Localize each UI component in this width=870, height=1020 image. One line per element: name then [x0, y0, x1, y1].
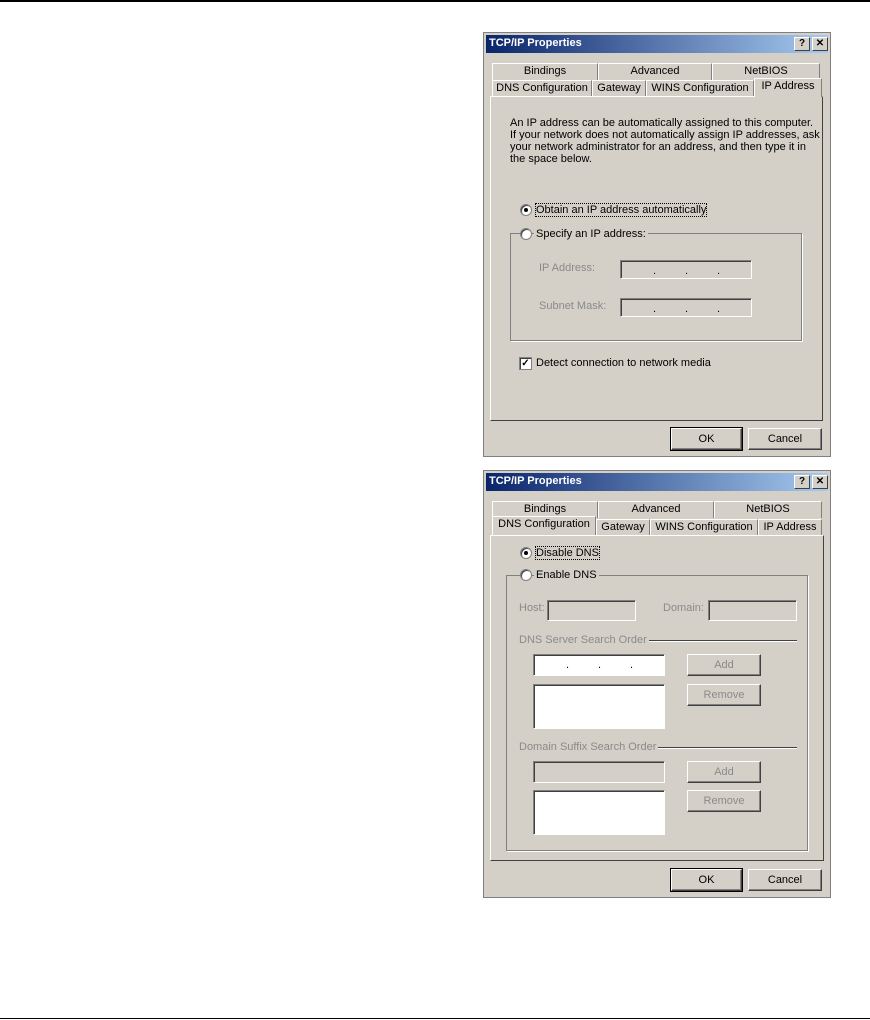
cancel-button[interactable]: Cancel — [748, 428, 822, 450]
specify-ip-group — [510, 233, 802, 341]
host-label: Host: — [519, 602, 545, 614]
ip-address-panel — [490, 96, 823, 421]
domain-suffix-remove-button[interactable]: Remove — [687, 790, 761, 812]
tab-advanced[interactable]: Advanced — [598, 501, 714, 518]
close-button[interactable]: ✕ — [812, 37, 828, 51]
help-button[interactable]: ? — [794, 475, 810, 489]
dns-server-field[interactable]: . . . — [533, 654, 665, 676]
enable-dns-radio[interactable] — [520, 569, 532, 581]
page-bottom-rule — [0, 1018, 870, 1019]
detect-connection-checkbox[interactable]: ✓ — [519, 357, 532, 370]
dns-server-order-label: DNS Server Search Order — [519, 634, 647, 646]
tab-wins-configuration[interactable]: WINS Configuration — [646, 80, 754, 97]
cancel-button[interactable]: Cancel — [748, 869, 822, 891]
tab-advanced[interactable]: Advanced — [598, 63, 712, 80]
close-button[interactable]: ✕ — [812, 475, 828, 489]
dns-server-remove-button[interactable]: Remove — [687, 684, 761, 706]
tab-netbios[interactable]: NetBIOS — [714, 501, 822, 518]
description-line-4: the space below. — [510, 153, 592, 165]
obtain-ip-label[interactable]: Obtain an IP address automatically — [536, 204, 707, 216]
tab-dns-configuration[interactable]: DNS Configuration — [492, 80, 592, 97]
tab-ip-address[interactable]: IP Address — [754, 78, 822, 97]
subnet-mask-label: Subnet Mask: — [539, 300, 607, 312]
disable-dns-radio[interactable] — [520, 547, 532, 559]
ok-button[interactable]: OK — [671, 428, 742, 450]
tab-gateway[interactable]: Gateway — [592, 80, 646, 97]
domain-suffix-field[interactable] — [533, 761, 665, 783]
tab-netbios[interactable]: NetBIOS — [712, 63, 820, 80]
tab-ip-address[interactable]: IP Address — [758, 519, 822, 536]
dns-configuration-panel — [490, 535, 824, 861]
tab-dns-configuration[interactable]: DNS Configuration — [492, 516, 596, 535]
domain-suffix-add-button[interactable]: Add — [687, 761, 761, 783]
obtain-ip-radio[interactable] — [520, 204, 532, 216]
tcpip-properties-dialog-dns — [483, 470, 831, 898]
domain-label: Domain: — [663, 602, 704, 614]
specify-ip-label[interactable]: Specify an IP address: — [536, 228, 646, 240]
description-line-2: If your network does not automatically assign IP addresses, ask — [510, 129, 820, 141]
page-top-rule — [0, 0, 870, 2]
tcpip-properties-dialog-ip — [483, 32, 831, 457]
description-line-1: An IP address can be automatically assigned to this computer. — [510, 117, 814, 129]
tab-bindings[interactable]: Bindings — [492, 63, 598, 80]
tab-bindings[interactable]: Bindings — [492, 501, 598, 518]
dns-server-add-button[interactable]: Add — [687, 654, 761, 676]
tab-gateway[interactable]: Gateway — [596, 519, 650, 536]
title-bar[interactable] — [486, 473, 828, 491]
detect-connection-label[interactable]: Detect connection to network media — [536, 357, 711, 369]
dialog-title: TCP/IP Properties — [489, 37, 582, 49]
domain-field[interactable] — [708, 600, 797, 621]
tab-wins-configuration[interactable]: WINS Configuration — [650, 519, 758, 536]
radio-selected-dot — [524, 208, 528, 212]
ip-address-label: IP Address: — [539, 262, 596, 274]
disable-dns-label[interactable]: Disable DNS — [536, 547, 599, 559]
radio-selected-dot — [524, 551, 528, 555]
domain-suffix-list[interactable] — [533, 790, 665, 835]
ip-address-field[interactable]: . . . — [620, 260, 752, 279]
specify-ip-radio[interactable] — [520, 228, 532, 240]
host-field[interactable] — [547, 600, 636, 621]
enable-dns-label[interactable]: Enable DNS — [536, 569, 597, 581]
title-bar[interactable] — [486, 35, 828, 53]
subnet-mask-field[interactable]: . . . — [620, 298, 752, 317]
help-button[interactable]: ? — [794, 37, 810, 51]
ok-button[interactable]: OK — [671, 869, 742, 891]
domain-suffix-order-label: Domain Suffix Search Order — [519, 741, 657, 753]
dialog-title: TCP/IP Properties — [489, 475, 582, 487]
description-line-3: your network administrator for an address, and then type it in — [510, 141, 806, 153]
enable-dns-group — [506, 575, 808, 851]
dns-server-list[interactable] — [533, 684, 665, 729]
